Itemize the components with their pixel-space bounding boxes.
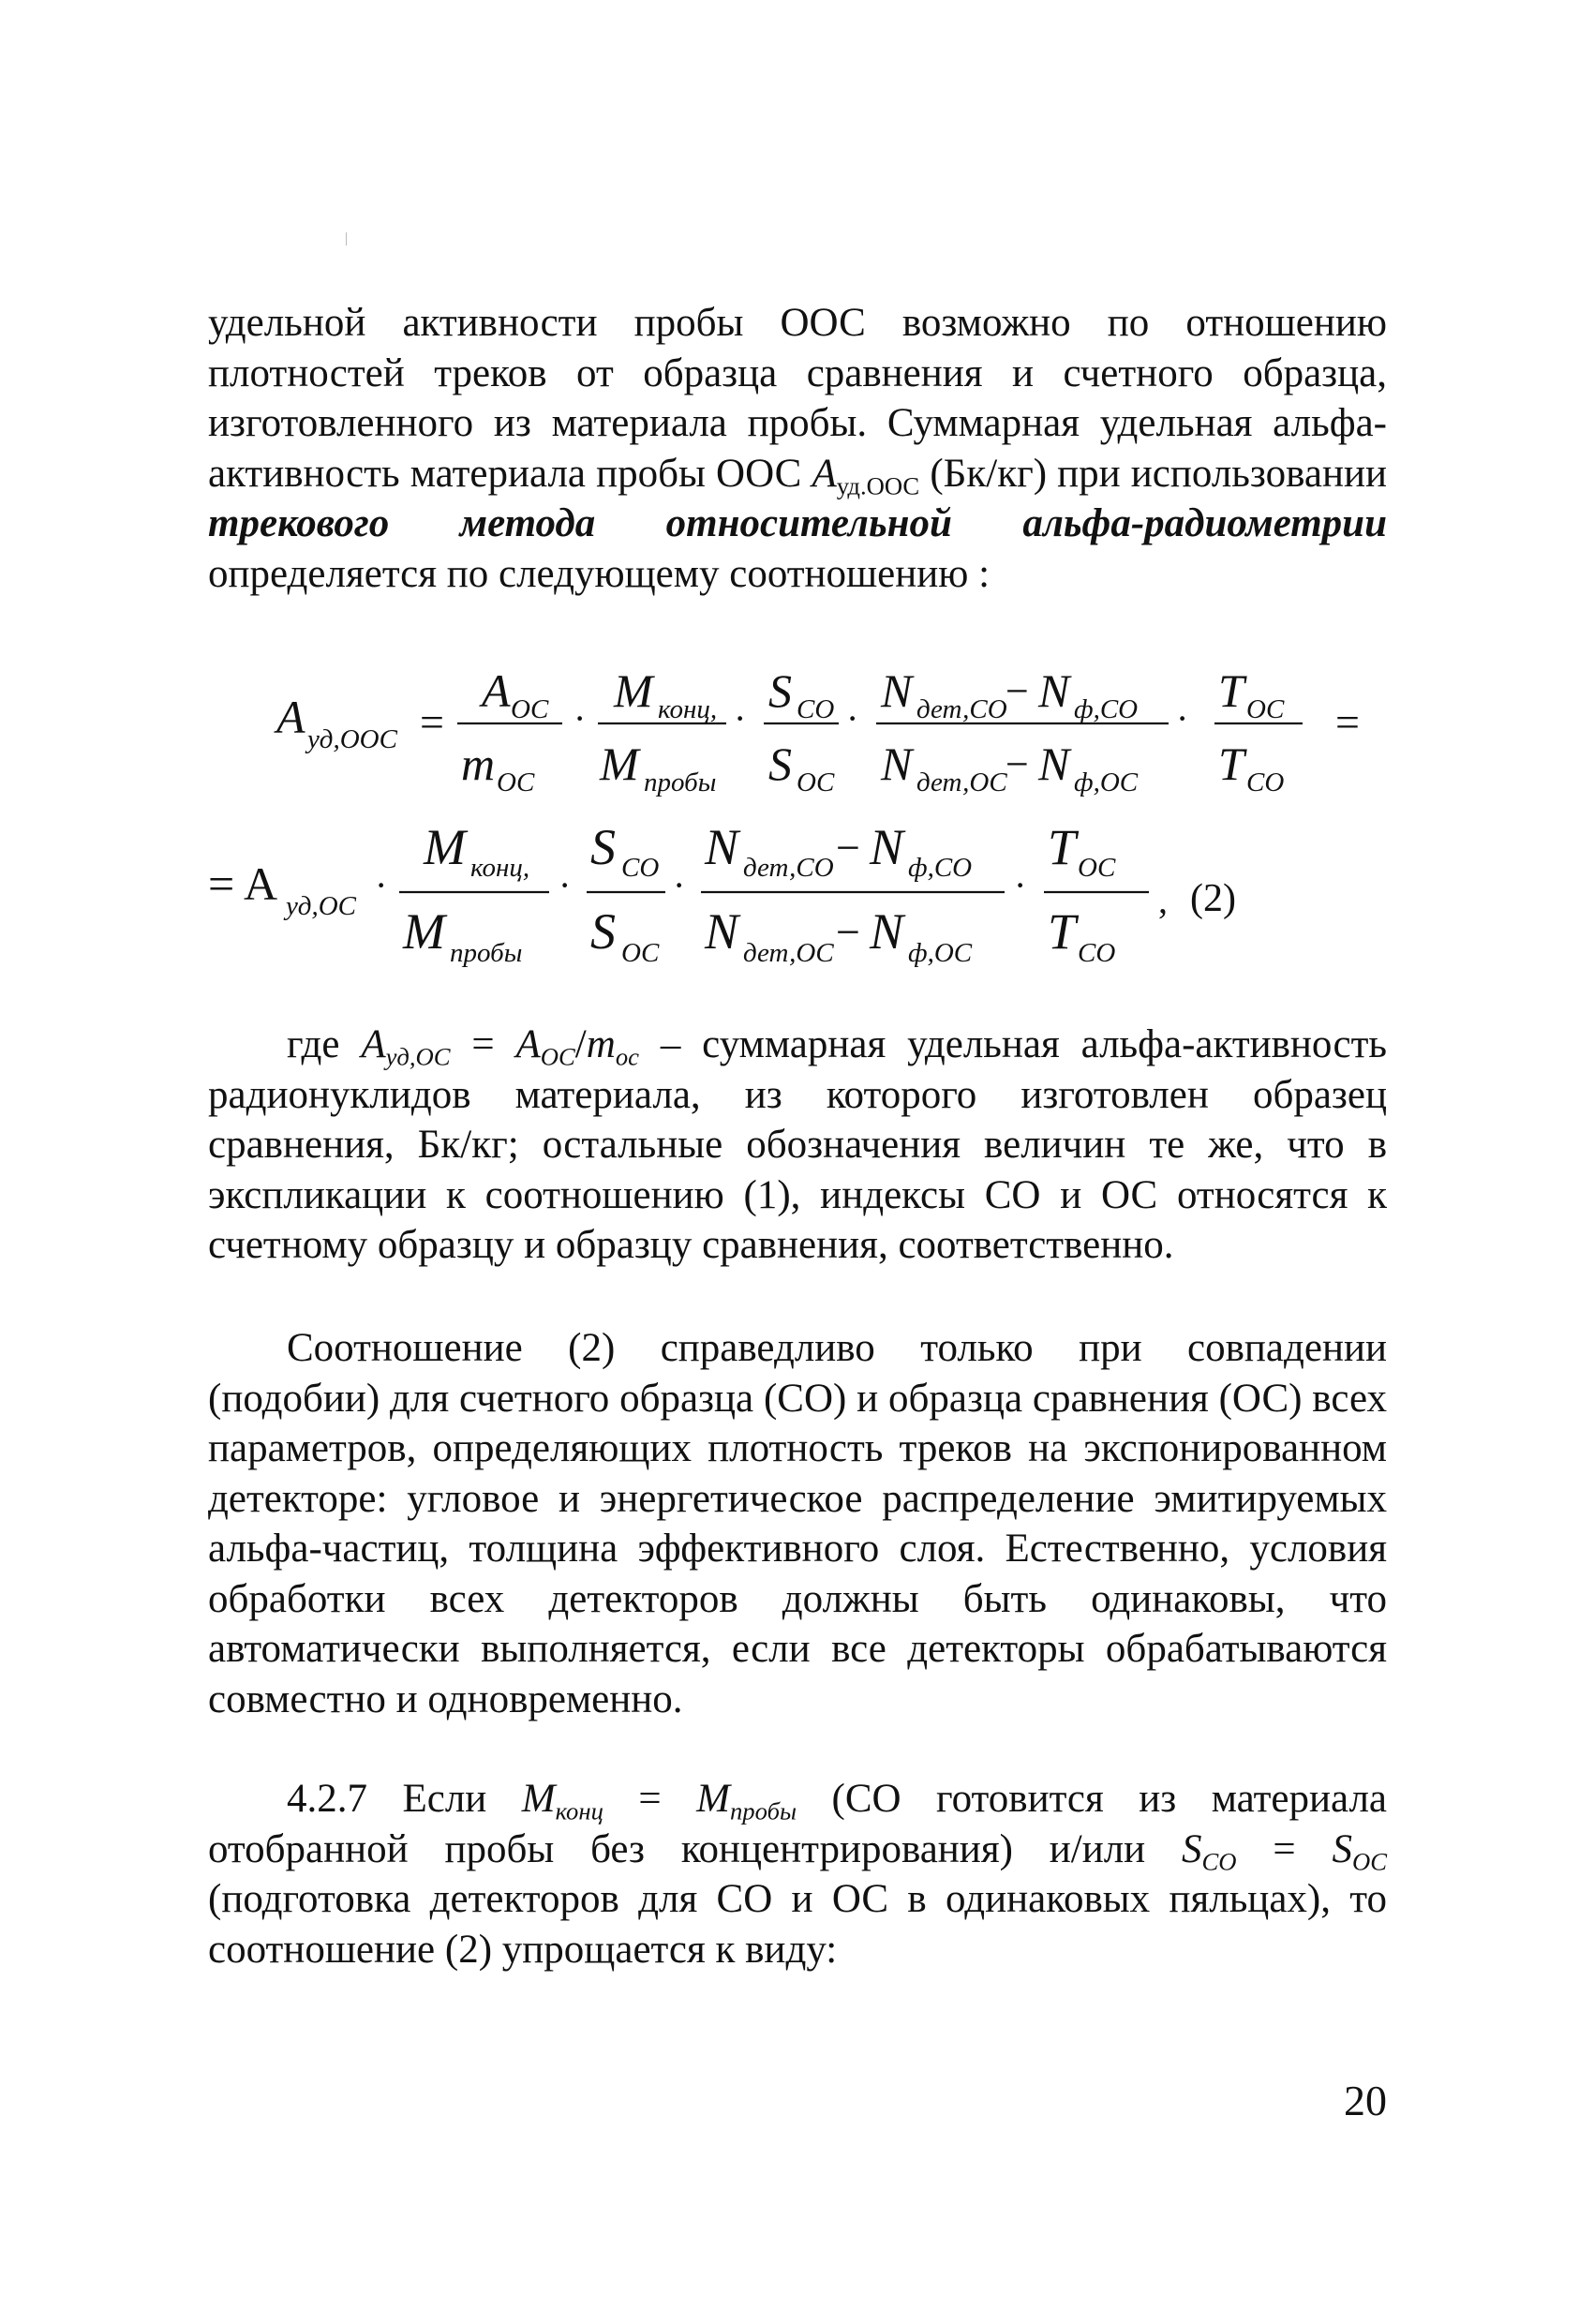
f-lhs-a: A: [276, 691, 305, 743]
f-den-m-big: M: [600, 737, 639, 790]
f-num-n2: N: [1038, 664, 1070, 717]
expl-eq: =: [450, 1022, 516, 1066]
f-num-a: A: [482, 664, 511, 717]
f-den-n1-sub: дет,ОС: [916, 767, 1007, 797]
f-eq-2: =: [1335, 698, 1360, 746]
intro-text-b: (Бк/кг) при использовании: [919, 451, 1388, 496]
p4-eq-1: =: [603, 1777, 697, 1821]
f-lhs-sub: уд,ООС: [307, 724, 397, 754]
f2-den-minus: −: [836, 908, 860, 956]
f2-num-m-sub: конц,: [470, 853, 530, 883]
f2-num-n2-sub: ф,СО: [908, 853, 973, 883]
f2-num-t-sub: ОС: [1078, 853, 1116, 883]
f2-den-s: S: [590, 903, 616, 960]
f2-den-s-sub: ОС: [621, 938, 660, 968]
p4-sym-s-co: S: [1182, 1826, 1202, 1871]
f2-num-m: M: [424, 819, 466, 875]
p4-sym-s-oc: S: [1332, 1826, 1352, 1871]
expl-sym-m-sub: ос: [615, 1042, 639, 1071]
f-eq-1: =: [420, 698, 444, 746]
paragraph-explanation: [208, 1020, 1387, 1271]
f2-num-t: T: [1048, 819, 1077, 875]
expl-lead: где: [287, 1022, 362, 1066]
symbol-a-ud-oos: A: [812, 451, 837, 496]
f-num-n1: N: [881, 664, 913, 717]
f-num-a-sub: ОС: [511, 694, 549, 724]
f-den-n1: N: [881, 737, 913, 790]
f2-den-n1: N: [705, 903, 739, 960]
f-dot-2: ·: [734, 697, 747, 739]
f-num-t-sub: ОС: [1246, 694, 1285, 724]
f-num-m: M: [614, 664, 653, 717]
f-den-n2: N: [1038, 737, 1070, 790]
f2-den-n1-sub: дет,ОС: [743, 938, 834, 968]
p4-sym-s-oc-sub: ОС: [1351, 1847, 1387, 1876]
intro-text-a: удельной активности пробы ООС возможно по отношению плотностей треков от образца сравнения и счетного образца, изготовленного из материала пробы. Суммарная удельная альфа-активность материала пробы ООС: [208, 301, 1387, 496]
p4-sym-s-co-sub: СО: [1201, 1847, 1237, 1876]
p4-text-c: (подготовка детекторов для СО и ОС в одинаковых пяльцах), то соотношение (2) упрощается к виду:: [208, 1877, 1387, 1972]
intro-text-c: определяется по следующему соотношению :: [208, 551, 991, 596]
p4-text-b: (СО готовится из материала отобранной пробы без концентрирования) и/или: [208, 1777, 1387, 1871]
f-den-t: T: [1218, 737, 1244, 790]
expl-sym-aoc: A: [515, 1022, 541, 1066]
expl-sym-a: A: [361, 1022, 386, 1066]
f-den-n2-sub: ф,ОС: [1074, 767, 1139, 797]
f2-num-n2: N: [870, 819, 904, 875]
f2-den-n2: N: [870, 903, 904, 960]
f-den-s-sub: ОС: [797, 767, 835, 797]
f-dot-1: ·: [574, 697, 587, 739]
f-line2-sub: уд,ОС: [286, 891, 356, 921]
f2-num-n1: N: [705, 819, 739, 875]
f-dot-3: ·: [846, 697, 859, 739]
f2-den-t: T: [1048, 903, 1077, 960]
expl-sym-a-sub: уд,ОС: [385, 1042, 451, 1071]
p4-sym-m-konc: M: [521, 1777, 556, 1821]
f-num-s-sub: СО: [797, 694, 835, 724]
expl-rest: – суммарная удельная альфа-активность радионуклидов материала, из которого изготовлен образец сравнения, Бк/кг; остальные обозначения величин те же, что в экспликации к соотношению (1), индексы СО и ОС относятся к счетному образцу и образцу сравнения, соответственно.: [208, 1022, 1387, 1267]
f2-den-n2-sub: ф,ОС: [908, 938, 973, 968]
f-dot-6: ·: [559, 864, 572, 906]
p4-sym-m-proby: M: [696, 1777, 730, 1821]
f-num-minus: −: [1006, 668, 1029, 714]
f2-den-t-sub: СО: [1078, 938, 1116, 968]
f-dot-4: ·: [1176, 697, 1189, 739]
p4-sym-m-konc-sub: конц: [555, 1796, 603, 1825]
f-dot-5: ·: [375, 864, 388, 906]
formula-number: (2): [1190, 877, 1236, 920]
f-num-m-sub: конц,: [658, 694, 718, 724]
f-den-m-big-sub: пробы: [644, 767, 717, 797]
f2-den-m: M: [403, 903, 445, 960]
f-den-s: S: [768, 737, 792, 790]
symbol-a-ud-oos-sub: уд.ООС: [836, 471, 920, 500]
f-den-m: m: [461, 737, 496, 790]
formula-2: [0, 647, 1594, 1003]
f-comma: ,: [1158, 879, 1168, 921]
f-dot-7: ·: [673, 864, 686, 906]
f-num-n1-sub: дет,СО: [916, 694, 1007, 724]
method-emphasis: трекового метода относительной альфа-радиометрии: [208, 501, 1387, 545]
f-dot-8: ·: [1014, 864, 1027, 906]
page-number: 20: [1344, 2077, 1387, 2124]
formula-svg: [0, 647, 1594, 1003]
scan-mark: [346, 232, 347, 246]
f2-num-minus: −: [836, 824, 860, 872]
p4-text-a: 4.2.7 Если: [287, 1777, 522, 1821]
f2-num-s: S: [590, 819, 616, 875]
f2-num-s-sub: СО: [621, 853, 660, 883]
f-line2-eq-a: = A: [208, 857, 278, 910]
f2-den-m-sub: пробы: [450, 938, 523, 968]
paragraph-4-2-7: [208, 1774, 1387, 1974]
f-den-m-sub: ОС: [497, 767, 535, 797]
paragraph-intro: [208, 298, 1387, 599]
f-num-t: T: [1218, 664, 1244, 717]
f2-num-n1-sub: дет,СО: [743, 853, 834, 883]
f-den-minus: −: [1006, 741, 1029, 787]
f-num-n2-sub: ф,СО: [1074, 694, 1139, 724]
expl-slash: /: [574, 1022, 587, 1066]
paragraph-conditions: Соотношение (2) справедливо только при совпадении (подобии) для счетного образца (СО) и образца сравнения (ОС) всех параметров, определяющих плотность треков на экспонированном детекторе: угловое и энергетическое распределение эмитируемых альфа-частиц, толщина эффективного слоя. Естественно, условия обработки всех детекторов должны быть одинаковы, что автоматически выполняется, если все детекторы обрабатываются совместно и одновременно.: [208, 1326, 1387, 1721]
expl-sym-m: m: [586, 1022, 616, 1066]
p4-sym-m-proby-sub: пробы: [729, 1796, 797, 1825]
f-num-s: S: [768, 664, 792, 717]
expl-sym-aoc-sub: ОС: [540, 1042, 575, 1071]
p4-eq-2: =: [1236, 1826, 1333, 1871]
f-den-t-sub: СО: [1246, 767, 1285, 797]
